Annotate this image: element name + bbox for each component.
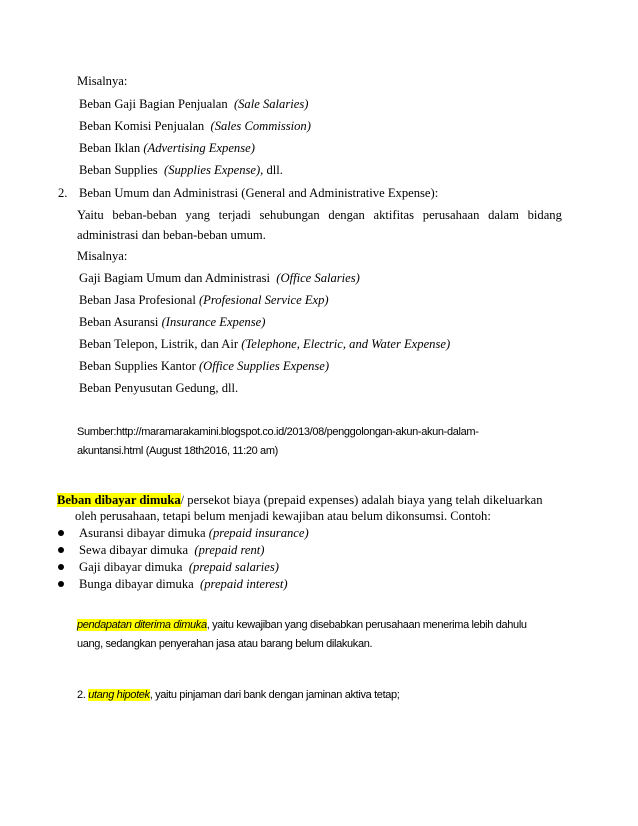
word: sehubungan <box>259 208 320 222</box>
utang-rest: , yaitu pinjaman dari bank dengan jaminan aktiva tetap; <box>149 689 400 701</box>
item-english: (Profesional Service Exp) <box>198 293 329 307</box>
word: dengan <box>328 208 365 222</box>
item-tail: dll. <box>266 163 283 177</box>
pendapatan-line1 <box>77 617 527 633</box>
bullet-icon <box>58 530 64 536</box>
item-text: Beban Jasa Profesional <box>79 293 196 307</box>
item-text: Beban Asuransi <box>79 315 159 329</box>
bullet-icon <box>58 547 64 553</box>
sec2-item-6 <box>79 380 238 396</box>
utang-number: 2. <box>77 689 89 701</box>
sec2-description-line2: administrasi dan beban-beban umum. <box>77 228 266 242</box>
word: bidang <box>527 208 562 222</box>
section-heading-2: Beban Umum dan Administrasi (General and Administrative Expense): <box>79 186 439 200</box>
utang-line <box>77 687 400 703</box>
item-text: Gaji Bagiam Umum dan Administrasi <box>79 271 270 285</box>
item-text: Beban Gaji Bagian Penjualan <box>79 97 228 111</box>
item-english: (Sales Commission) <box>210 119 311 133</box>
pendapatan-line2: uang, sedangkan penyerahan jasa atau barang belum dilakukan. <box>77 638 373 650</box>
item-text: Beban Komisi Penjualan <box>79 119 205 133</box>
prepaid-bullet-1 <box>79 525 309 541</box>
word: dalam <box>488 208 519 222</box>
item-text: Beban Supplies Kantor <box>79 359 196 373</box>
word: terjadi <box>218 208 251 222</box>
bullet-text: Asuransi dibayar dimuka <box>79 526 206 540</box>
pendapatan-term: pendapatan diterima dimuka <box>77 619 207 631</box>
item-english: (Insurance Expense) <box>161 315 266 329</box>
prepaid-intro-line1 <box>57 492 543 508</box>
bullet-text: Bunga dibayar dimuka <box>79 577 194 591</box>
utang-term: utang hipotek <box>88 689 150 701</box>
sec2-item-5 <box>79 358 329 374</box>
word: yang <box>185 208 210 222</box>
item-text: Beban Supplies <box>79 163 158 177</box>
pendapatan-rest: , yaitu kewajiban yang disebabkan perusahaan menerima lebih dahulu <box>206 619 527 631</box>
item-english: (Office Salaries) <box>276 271 360 285</box>
item-english: (Supplies Expense), <box>164 163 264 177</box>
prepaid-intro-line2: oleh perusahaan, tetapi belum menjadi kewajiban atau belum dikonsumsi. Contoh: <box>75 509 491 523</box>
prepaid-bullet-4 <box>79 576 288 592</box>
word: beban-beban <box>112 208 177 222</box>
item-english: (Telephone, Electric, and Water Expense) <box>241 337 451 351</box>
item-english: (Advertising Expense) <box>143 141 255 155</box>
sec1-item-4 <box>79 162 283 178</box>
bullet-english: (prepaid rent) <box>194 543 265 557</box>
item-english: (Sale Salaries) <box>233 97 309 111</box>
word: aktifitas <box>373 208 415 222</box>
prepaid-intro-rest: / persekot biaya (prepaid expenses) adalah biaya yang telah dikeluarkan <box>180 493 543 507</box>
prepaid-bullet-2 <box>79 542 265 558</box>
sec2-item-4 <box>79 336 450 352</box>
section-number-2: 2. <box>58 186 68 200</box>
item-text: Beban Telepon, Listrik, dan Air <box>79 337 239 351</box>
item-text: Beban Iklan <box>79 141 141 155</box>
item-text: Beban Penyusutan Gedung, dll. <box>79 381 239 395</box>
bullet-english: (prepaid insurance) <box>208 526 309 540</box>
item-english: (Office Supplies Expense) <box>198 359 330 373</box>
bullet-icon <box>58 581 64 587</box>
sec1-item-3 <box>79 140 255 156</box>
source-line1: Sumber:http://maramarakamini.blogspot.co.id/2013/08/penggolongan-akun-akun-dalam- <box>77 426 479 438</box>
bullet-icon <box>58 564 64 570</box>
sec2-item-1 <box>79 270 360 286</box>
word: Yaitu <box>77 208 104 222</box>
bullet-english: (prepaid interest) <box>200 577 288 591</box>
sec1-item-1 <box>79 96 308 112</box>
prepaid-title: Beban dibayar dimuka <box>57 493 181 507</box>
sec2-item-2 <box>79 292 329 308</box>
bullet-english: (prepaid salaries) <box>188 560 279 574</box>
prepaid-bullet-3 <box>79 559 279 575</box>
sec1-item-2 <box>79 118 311 134</box>
sec2-description-line1 <box>77 207 562 223</box>
sec2-item-3 <box>79 314 265 330</box>
bullet-text: Sewa dibayar dimuka <box>79 543 189 557</box>
misalnya-label-1: Misalnya: <box>77 74 128 88</box>
bullet-text: Gaji dibayar dimuka <box>79 560 183 574</box>
misalnya-label-2: Misalnya: <box>77 249 128 263</box>
source-line2: akuntansi.html (August 18th2016, 11:20 am) <box>77 445 278 457</box>
word: perusahaan <box>422 208 480 222</box>
